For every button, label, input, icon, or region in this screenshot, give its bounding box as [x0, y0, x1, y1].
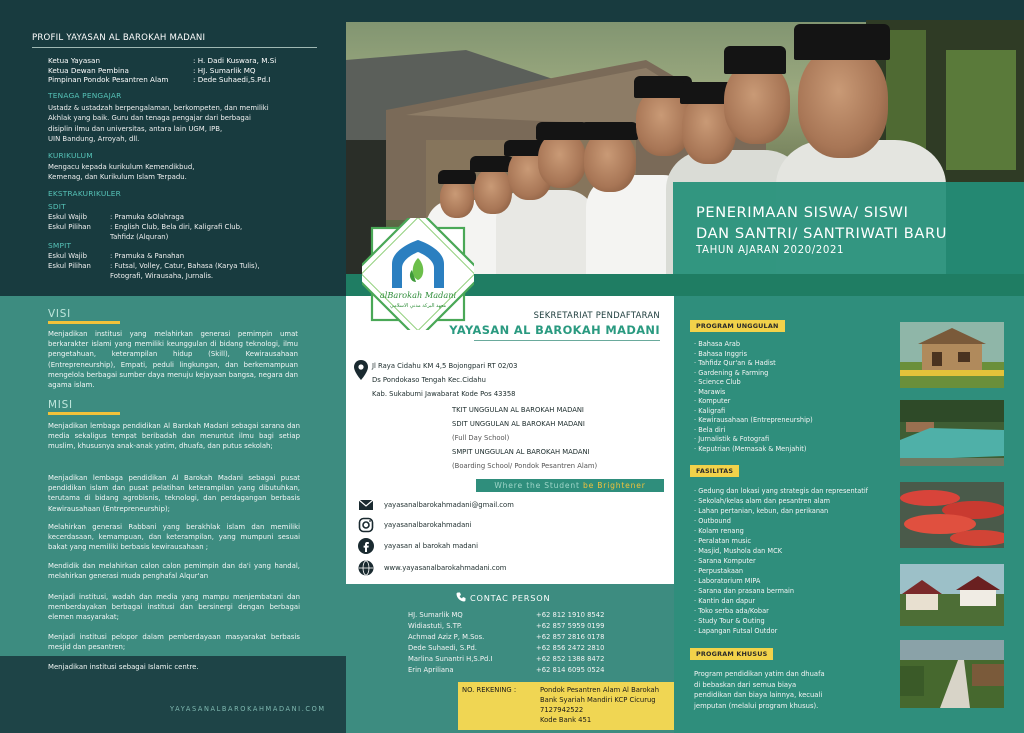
student-face	[440, 178, 474, 218]
list-item: · Toko serba ada/Kobar	[694, 607, 769, 615]
visi-heading: VISI	[48, 308, 72, 320]
school-name: SDIT UNGGULAN AL BAROKAH MADANI	[452, 420, 585, 428]
misi-item: Menjadikan lembaga pendidikan Al Barokah Madani sebagai sarana dan media sekaligus tempat beribadah dan menuntut ilmu bagi setiap muslim, khususnya anak-anak yatim, dhuafa, dan putus sekolah;	[48, 422, 300, 451]
student-face	[538, 132, 586, 188]
photo-swimming-pool	[900, 400, 1004, 466]
visi-text: Menjadikan institusi yang melahirkan generasi pemimpin umat berkarakter islami yang memiliki keunggulan di bidang teknologi, ilmu pengetahuan, keterampilan hidup (Skill), Kewirausahaan (Entrepreneurship), Empati, peduli lingkungan, dan berkemampuan mengelola berbagai sumber daya menuju kejayaan bangsa, negara dan agama islam.	[48, 330, 298, 390]
misi-item: Menjadikan institusi sebagai Islamic centre.	[48, 663, 199, 671]
misi-item: Melahirkan generasi Rabbani yang berakhlak islam dan memiliki kecerdasaan, kemampuan, dan keterampilan, yang mumpuni sesuai bakat yang memiliki berbasis kewirausahaan ;	[48, 523, 300, 552]
visi-misi-panel	[0, 296, 346, 733]
phone-icon	[456, 592, 466, 602]
secretariat-label: SEKRETARIAT PENDAFTARAN	[533, 310, 660, 320]
list-item: · Laboratorium MIPA	[694, 577, 761, 585]
contact-person-name: Achmad Aziz P, M.Sos.	[408, 633, 485, 641]
kurikulum-text: Mengacu kepada kurikulum Kemendikbud, Kemenag, dan Kurikulum Islam Terpadu.	[48, 163, 195, 182]
list-item: · Gedung dan lokasi yang strategis dan representatif	[694, 487, 869, 495]
list-item: · Masjid, Mushola dan MCK	[694, 547, 783, 555]
list-item: · Perpustakaan	[694, 567, 744, 575]
list-item: · Tahfidz Qur'an & Hadist	[694, 359, 776, 367]
fasilitas-heading: FASILITAS	[690, 465, 739, 477]
smpit-heading: SMPIT	[48, 241, 72, 250]
student-face	[474, 168, 512, 214]
tenaga-heading: TENAGA PENGAJAR	[48, 91, 122, 100]
khusus-text: Program pendidikan yatim dan dhuafa di bebaskan dari semua biaya pendidikan dan biaya lainnya, kecuali jemputan (melalui program khusus).	[694, 670, 825, 710]
list-item: · Marawis	[694, 387, 726, 396]
address-line: Jl Raya Cidahu KM 4,5 Bojongpari RT 02/03	[372, 362, 518, 370]
list-item: · Lapangan Futsal Outdor	[694, 627, 778, 635]
contact-person-phone[interactable]: +62 857 5959 0199	[536, 622, 605, 630]
sdit-heading: SDIT	[48, 202, 66, 211]
school-note: (Full Day School)	[452, 434, 510, 442]
website-footer: YAYASANALBAROKAHMADANI.COM	[170, 705, 326, 713]
bank-account-line: 7127942522	[540, 706, 584, 714]
contact-person-name: Widiastuti, S.TP.	[408, 622, 463, 630]
student-cap	[438, 170, 476, 184]
contact-person-name: Dede Suhaedi, S.Pd.	[408, 644, 477, 652]
bank-account-box	[458, 682, 674, 730]
student-cap	[580, 122, 638, 140]
khusus-heading: PROGRAM KHUSUS	[690, 648, 773, 660]
logo-name: alBarokah Madani	[379, 290, 457, 300]
globe-icon	[358, 560, 374, 576]
profile-panel: PROFIL YAYASAN AL BAROKAH MADANI Ketua Yayasan : H. Dadi Kuswara, M.Si Ketua Dewan Pembina : HJ. Sumarlik MQ Pimpinan Pondok Pesantren Alam : Dede Suhaedi,S.Pd.I TENAGA PENGAJAR Ustadz & ustadzah berpengalaman, berkompeten, dan memiliki Akhlak yang baik. Guru dan tenaga pengajar dari berbagai disiplin ilmu dan universitas, antara lain UGM, IPB, UIN Bandung, Arroyah, dll. KURIKULUM Mengacu kepada kurikulum Kemendikbud, Kemenag, dan Kurikulum Islam Terpadu. EKSTRAKURIKULER SDIT Eskul Wajib : Pramuka &Olahraga Eskul Pilihan : English Club, Bela diri, Kaligrafi Club, Tahfidz (Alquran) SMPIT Eskul Wajib : Pramuka & Panahan Eskul Pilihan : Futsal, Volley, Catur, Bahasa (Karya Tulis), Fotografi, Wirausaha, Jurnalis.	[0, 0, 346, 296]
contact-person-name: Marlina Sunantri H,S.Pd.I	[408, 655, 493, 663]
list-item: · Kantin dan dapur	[694, 597, 756, 605]
list-item: · Outbound	[694, 517, 731, 525]
bank-account-line: Pondok Pesantren Alam Al Barokah	[540, 686, 660, 694]
contact-person-name: HJ. Sumarlik MQ	[408, 611, 463, 619]
tenaga-text: Ustadz & ustadzah berpengalaman, berkompeten, dan memiliki Akhlak yang baik. Guru dan tenaga pengajar dari berbagai disiplin ilmu dan universitas, antara lain UGM, IPB, UIN Bandung, Arroyah, dll.	[48, 104, 269, 144]
misi-heading: MISI	[48, 399, 73, 411]
contact-person-name: Erin Apriliana	[408, 666, 454, 674]
top-strip	[346, 0, 1024, 22]
photo-campus-buildings	[900, 564, 1004, 626]
photo-garden-path	[900, 640, 1004, 708]
list-item: · Study Tour & Outing	[694, 617, 765, 625]
envelope-icon	[358, 497, 374, 513]
contact-person-phone[interactable]: +62 857 2816 0178	[536, 633, 605, 641]
ekstra-heading: EKSTRAKURIKULER	[48, 189, 121, 198]
profile-title-divider	[32, 47, 317, 48]
list-item: · Sarana Komputer	[694, 557, 756, 565]
list-item: · Keputrian (Memasak & Menjahit)	[694, 444, 807, 453]
list-item: · Sarana dan prasana bermain	[694, 587, 795, 595]
kurikulum-heading: KURIKULUM	[48, 151, 93, 160]
student-cap	[724, 46, 786, 74]
misi-item: Menjadi institusi pelopor dalam pemberdayaan masyarakat berbasis mesjid dan pesantren;	[48, 633, 300, 652]
student-face	[798, 46, 888, 158]
address-line: Kab. Sukabumi Jawabarat Kode Pos 43358	[372, 390, 516, 398]
contact-person-section	[346, 584, 674, 733]
visi-underline	[48, 321, 120, 324]
bank-account-line: Kode Bank 451	[540, 716, 592, 724]
list-item: · Lahan pertanian, kebun, dan perikanan	[694, 507, 829, 515]
contact-person-phone[interactable]: +62 852 1388 8472	[536, 655, 605, 663]
photo-pesantren-building	[900, 322, 1004, 388]
list-item: · Kewirausahaan (Entrepreneurship)	[694, 416, 813, 424]
list-item: · Bahasa Arab	[694, 340, 741, 348]
hero-title-band	[673, 182, 1024, 274]
location-pin-icon	[354, 360, 368, 380]
misi-item: Mendidik dan melahirkan calon calon pemimpin dan da'i yang handal, melahirkan generasi muda penghafal Alqur'an	[48, 562, 300, 581]
address-line: Ds Pondokaso Tengah Kec.Cidahu	[372, 376, 486, 384]
hero-title: PENERIMAAN SISWA/ SISWI DAN SANTRI/ SANTRIWATI BARU	[696, 204, 948, 242]
list-item: · Bahasa Inggris	[694, 349, 748, 358]
list-item: · Science Club	[694, 378, 741, 386]
list-item: · Komputer	[694, 397, 731, 405]
misi-item: Menjadi institusi, wadah dan media yang mampu menjembatani dan memberdayakan berbagai institusi dan bersinergi dengan berbagai elemen masyarakat;	[48, 593, 300, 622]
contact-person-heading: CONTAC PERSON	[470, 593, 551, 603]
hero-subtitle: TAHUN AJARAN 2020/2021	[696, 245, 845, 256]
programs-panel	[674, 296, 1024, 733]
instagram-icon	[358, 517, 374, 533]
school-name: TKIT UNGGULAN AL BAROKAH MADANI	[452, 406, 584, 414]
secretariat-name: YAYASAN AL BAROKAH MADANI	[449, 323, 660, 337]
misi-underline	[48, 412, 120, 415]
student-face	[724, 62, 790, 144]
student-cap	[794, 24, 890, 60]
secretariat-panel: SEKRETARIAT PENDAFTARAN YAYASAN AL BAROKAH MADANI Jl Raya Cidahu KM 4,5 Bojongpari RT 02/03 Ds Pondokaso Tengah Kec.Cidahu Kab. Sukabumi Jawabarat Kode Pos 43358 TKIT UNGGULAN AL BAROKAH MADANI SDIT UNGGULAN AL BAROKAH MADANI (Full Day School) SMPIT UNGGULAN AL BAROKAH MADANI (Boarding School/ Pondok Pesantren Alam) Where the Student be Brightener yayasanalbarokahmadani@gmail.com yayasanalbarokahmadani yayasan al barokah madani www.yayasanalbarokahmadani.com CONTAC PERSON HJ. Sumarlik MQ +62 812 1910 8542 Widiastuti, S.TP. +62 857 5959 0199 Achmad Aziz P, M.Sos. +62 857 2816 0178 Dede Suhaedi, S.Pd. +62 856 2472 2810 Marlina Sunantri H,S.Pd.I +62 852 1388 8472 Erin Apriliana +62 814 6095 0524 NO. REKENING : Pondok Pesantren Alam Al Barokah Bank Syariah Mandiri KCP Cicurug 7127942522 Kode Bank 451	[346, 296, 674, 733]
list-item: · Bela diri	[694, 425, 726, 434]
contact-person-phone[interactable]: +62 812 1910 8542	[536, 611, 605, 619]
school-name: SMPIT UNGGULAN AL BAROKAH MADANI	[452, 448, 590, 456]
bank-account-label: NO. REKENING :	[462, 686, 517, 694]
tagline-banner: Where the Student be Brightener	[476, 479, 664, 492]
list-item: · Peralatan music	[694, 537, 752, 545]
list-item: · Jurnalistik & Fotografi	[694, 435, 770, 443]
unggulan-heading: PROGRAM UNGGULAN	[690, 320, 785, 332]
list-item: · Sekolah/kelas alam dan pesantren alam	[694, 497, 831, 505]
al-barokah-madani-logo	[362, 218, 474, 330]
profile-title: PROFIL YAYASAN AL BAROKAH MADANI	[32, 33, 206, 43]
secretariat-divider	[474, 340, 660, 341]
facebook-icon	[358, 538, 374, 554]
list-item: · Kolam renang	[694, 527, 744, 535]
photo-outbound-rafts	[900, 482, 1004, 548]
list-item: · Kaligrafi	[694, 406, 726, 415]
school-note: (Boarding School/ Pondok Pesantren Alam)	[452, 462, 598, 470]
contact-person-phone[interactable]: +62 856 2472 2810	[536, 644, 605, 652]
contact-person-phone[interactable]: +62 814 6095 0524	[536, 666, 605, 674]
misi-item: Menjadikan lembaga pendidikan Al Barokah Madani sebagai pusat pendidikan islam dan pusat pelatihan keterampilan yang dibutuhkan, terutama di bidang agrobisnis, teknologi, dan perdagangan berbasis Kewirausahaan (Entrepreneurship);	[48, 474, 300, 513]
list-item: · Gardening & Farming	[694, 368, 769, 377]
bank-account-line: Bank Syariah Mandiri KCP Cicurug	[540, 696, 656, 704]
logo-arabic: معهد البركة مدني الاسلامي	[389, 303, 447, 309]
